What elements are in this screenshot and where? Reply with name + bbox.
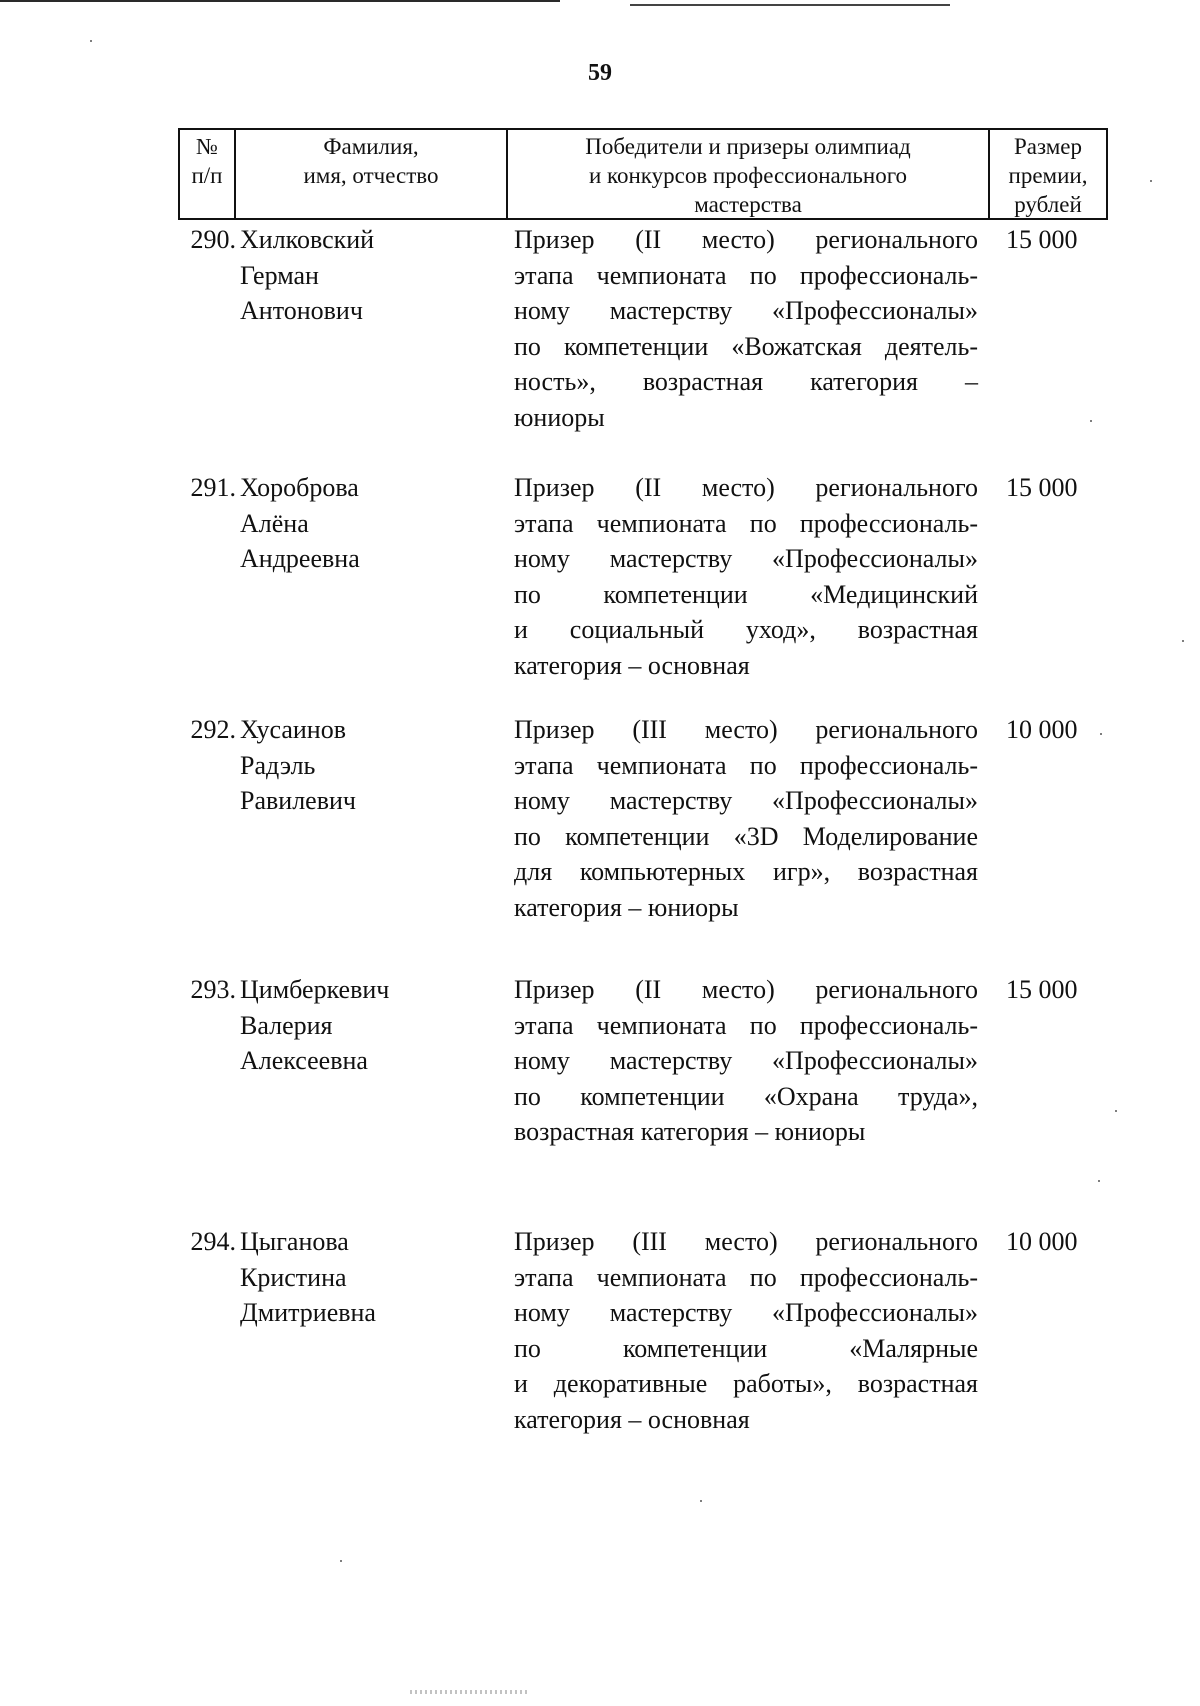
scan-speck [340,1560,342,1562]
scan-edge-line [630,4,950,6]
row-description [514,712,978,925]
description-line: для компьютерных игр», возрастная [514,857,978,886]
name-line: Антонович [240,296,363,325]
name-line: Алёна [240,508,309,538]
header-description-line: Победители и призеры олимпиад [585,134,911,159]
scan-speck [1098,1180,1100,1182]
row-amount: 15 000 [1006,225,1078,254]
row-name [240,712,490,819]
header-description-line: мастерства [694,192,802,217]
scan-speck [1100,733,1102,735]
row-number: 293. [190,975,236,1004]
header-name-line: имя, отчество [303,163,439,188]
row-description [514,222,978,435]
header-num [180,130,236,218]
scan-edge-line [0,0,560,2]
table-header [178,128,1108,220]
header-num-line: № [196,134,218,159]
scan-speck [700,1500,702,1502]
description-line: категория – основная [514,650,750,680]
description-line: этапа чемпионата по профессиональ- [514,1010,978,1040]
name-line: Дмитриевна [240,1298,376,1327]
description-line: Призер (II место) регионального [514,473,978,502]
description-line: Призер (II место) регионального [514,225,978,254]
header-amount-line: рублей [1014,192,1082,217]
description-line: юниоры [514,402,605,432]
row-name [240,972,490,1079]
scan-speck [1150,180,1152,182]
scan-speck [90,40,92,42]
name-line: Радэль [240,750,316,780]
description-line: категория – основная [514,1404,750,1434]
description-line: по компетенции «Малярные [514,1333,978,1363]
header-name [236,130,508,218]
row-amount: 15 000 [1006,975,1078,1004]
description-line: по компетенции «3D Моделирование [514,821,978,851]
name-line: Герман [240,260,319,290]
row-amount: 10 000 [1006,715,1078,744]
row-name [240,470,490,577]
name-line: Хилковский [240,225,375,254]
description-line: этапа чемпионата по профессиональ- [514,750,978,780]
header-name-line: Фамилия, [323,134,419,159]
scan-speck [1115,1110,1117,1112]
header-amount-line: Размер [1013,134,1083,159]
description-line: этапа чемпионата по профессиональ- [514,508,978,538]
name-line: Равилевич [240,786,356,815]
name-line: Алексеевна [240,1046,368,1075]
row-amount: 15 000 [1006,473,1078,502]
name-line: Андреевна [240,544,360,573]
name-line: Валерия [240,1010,333,1040]
header-description [508,130,990,218]
description-line: возрастная категория – юниоры [514,1117,866,1146]
name-line: Цыганова [240,1227,349,1256]
name-line: Хусаинов [240,715,346,744]
row-number: 291. [190,473,236,502]
description-line: по компетенции «Медицинский [514,579,978,609]
description-line: ному мастерству «Профессионалы» [514,296,978,325]
description-line: ному мастерству «Профессионалы» [514,1046,978,1075]
description-line: по компетенции «Охрана труда», [514,1081,978,1111]
row-amount: 10 000 [1006,1227,1078,1256]
page-number: 59 [588,60,612,86]
name-line: Кристина [240,1262,347,1292]
description-line: Призер (II место) регионального [514,975,978,1004]
header-num-line: п/п [191,163,223,188]
row-description [514,1224,978,1437]
name-line: Цимберкевич [240,975,390,1004]
description-line: ному мастерству «Профессионалы» [514,1298,978,1327]
description-line: по компетенции «Вожатская деятель- [514,331,978,361]
name-line: Хороброва [240,473,359,502]
scan-smudge [410,1690,530,1694]
scan-speck [1090,420,1092,422]
row-number: 294. [190,1227,236,1256]
header-amount-line: премии, [1008,163,1088,188]
description-line: ность», возрастная категория – [514,367,978,396]
row-name [240,1224,490,1331]
description-line: ному мастерству «Профессионалы» [514,544,978,573]
description-line: категория – юниоры [514,892,739,922]
header-amount [990,130,1106,218]
header-description-line: и конкурсов профессионального [588,163,908,188]
row-name [240,222,490,329]
description-line: Призер (III место) регионального [514,715,978,744]
row-number: 292. [190,715,236,744]
description-line: этапа чемпионата по профессиональ- [514,260,978,290]
scan-speck [1182,640,1184,642]
description-line: и декоративные работы», возрастная [514,1369,978,1398]
row-number: 290. [190,225,236,254]
row-description [514,470,978,683]
row-description [514,972,978,1150]
description-line: ному мастерству «Профессионалы» [514,786,978,815]
description-line: этапа чемпионата по профессиональ- [514,1262,978,1292]
description-line: Призер (III место) регионального [514,1227,978,1256]
description-line: и социальный уход», возрастная [514,615,978,644]
